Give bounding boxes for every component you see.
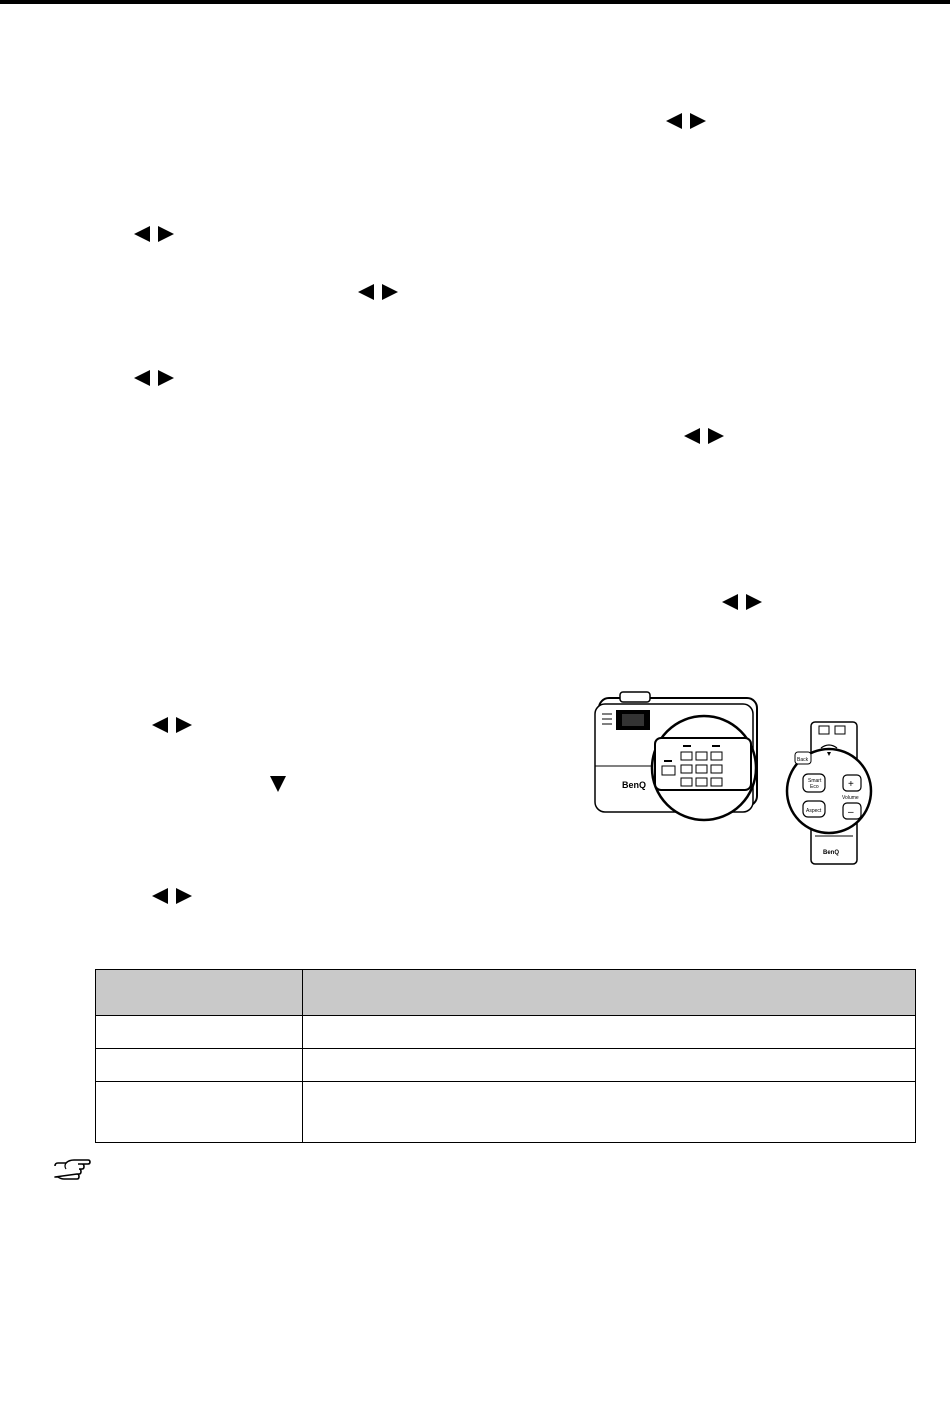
left-arrow-icon [134, 226, 150, 242]
right-arrow-icon [158, 370, 174, 386]
right-arrow-icon [382, 284, 398, 300]
pointing-hand-icon [52, 1158, 92, 1184]
down-arrow-icon [270, 776, 286, 792]
table-header-row [96, 970, 916, 1016]
table-cell [96, 1082, 303, 1143]
right-arrow-icon [708, 428, 724, 444]
left-right-arrows [666, 111, 706, 131]
remote-smart-label: Smart [808, 778, 822, 784]
right-arrow-icon [176, 888, 192, 904]
table-cell [303, 1049, 916, 1082]
remote-back-label: Back [797, 757, 809, 763]
right-arrow-icon [176, 717, 192, 733]
remote-volume-label: Volume [842, 795, 859, 801]
left-right-arrows [152, 715, 192, 735]
table-header-cell [96, 970, 303, 1016]
remote-illustration [781, 718, 877, 868]
settings-table [95, 969, 916, 1143]
remote-aspect-label: Aspect [806, 808, 822, 814]
table-cell [96, 1049, 303, 1082]
table-row [96, 1016, 916, 1049]
table-cell [303, 1082, 916, 1143]
left-arrow-icon [666, 113, 682, 129]
remote-eco-label: Eco [810, 784, 819, 790]
right-arrow-icon [690, 113, 706, 129]
left-arrow-icon [358, 284, 374, 300]
left-right-arrows [722, 592, 762, 612]
left-arrow-icon [152, 888, 168, 904]
top-rule [0, 0, 950, 4]
remote-minus-label: – [848, 807, 854, 818]
right-arrow-icon [746, 594, 762, 610]
left-arrow-icon [134, 370, 150, 386]
table-header-cell [303, 970, 916, 1016]
left-right-arrows [134, 224, 174, 244]
left-right-arrows [134, 368, 174, 388]
left-right-arrows [152, 886, 192, 906]
table-row [96, 1082, 916, 1143]
projector-brand: BenQ [622, 780, 647, 790]
projector-illustration [592, 688, 774, 822]
table-cell [96, 1016, 303, 1049]
left-arrow-icon [684, 428, 700, 444]
left-arrow-icon [722, 594, 738, 610]
table-cell [303, 1016, 916, 1049]
left-right-arrows [358, 282, 398, 302]
left-right-arrows [684, 426, 724, 446]
right-arrow-icon [158, 226, 174, 242]
remote-brand: BenQ [823, 850, 840, 856]
table-row [96, 1049, 916, 1082]
left-arrow-icon [152, 717, 168, 733]
remote-plus-label: + [848, 779, 854, 790]
